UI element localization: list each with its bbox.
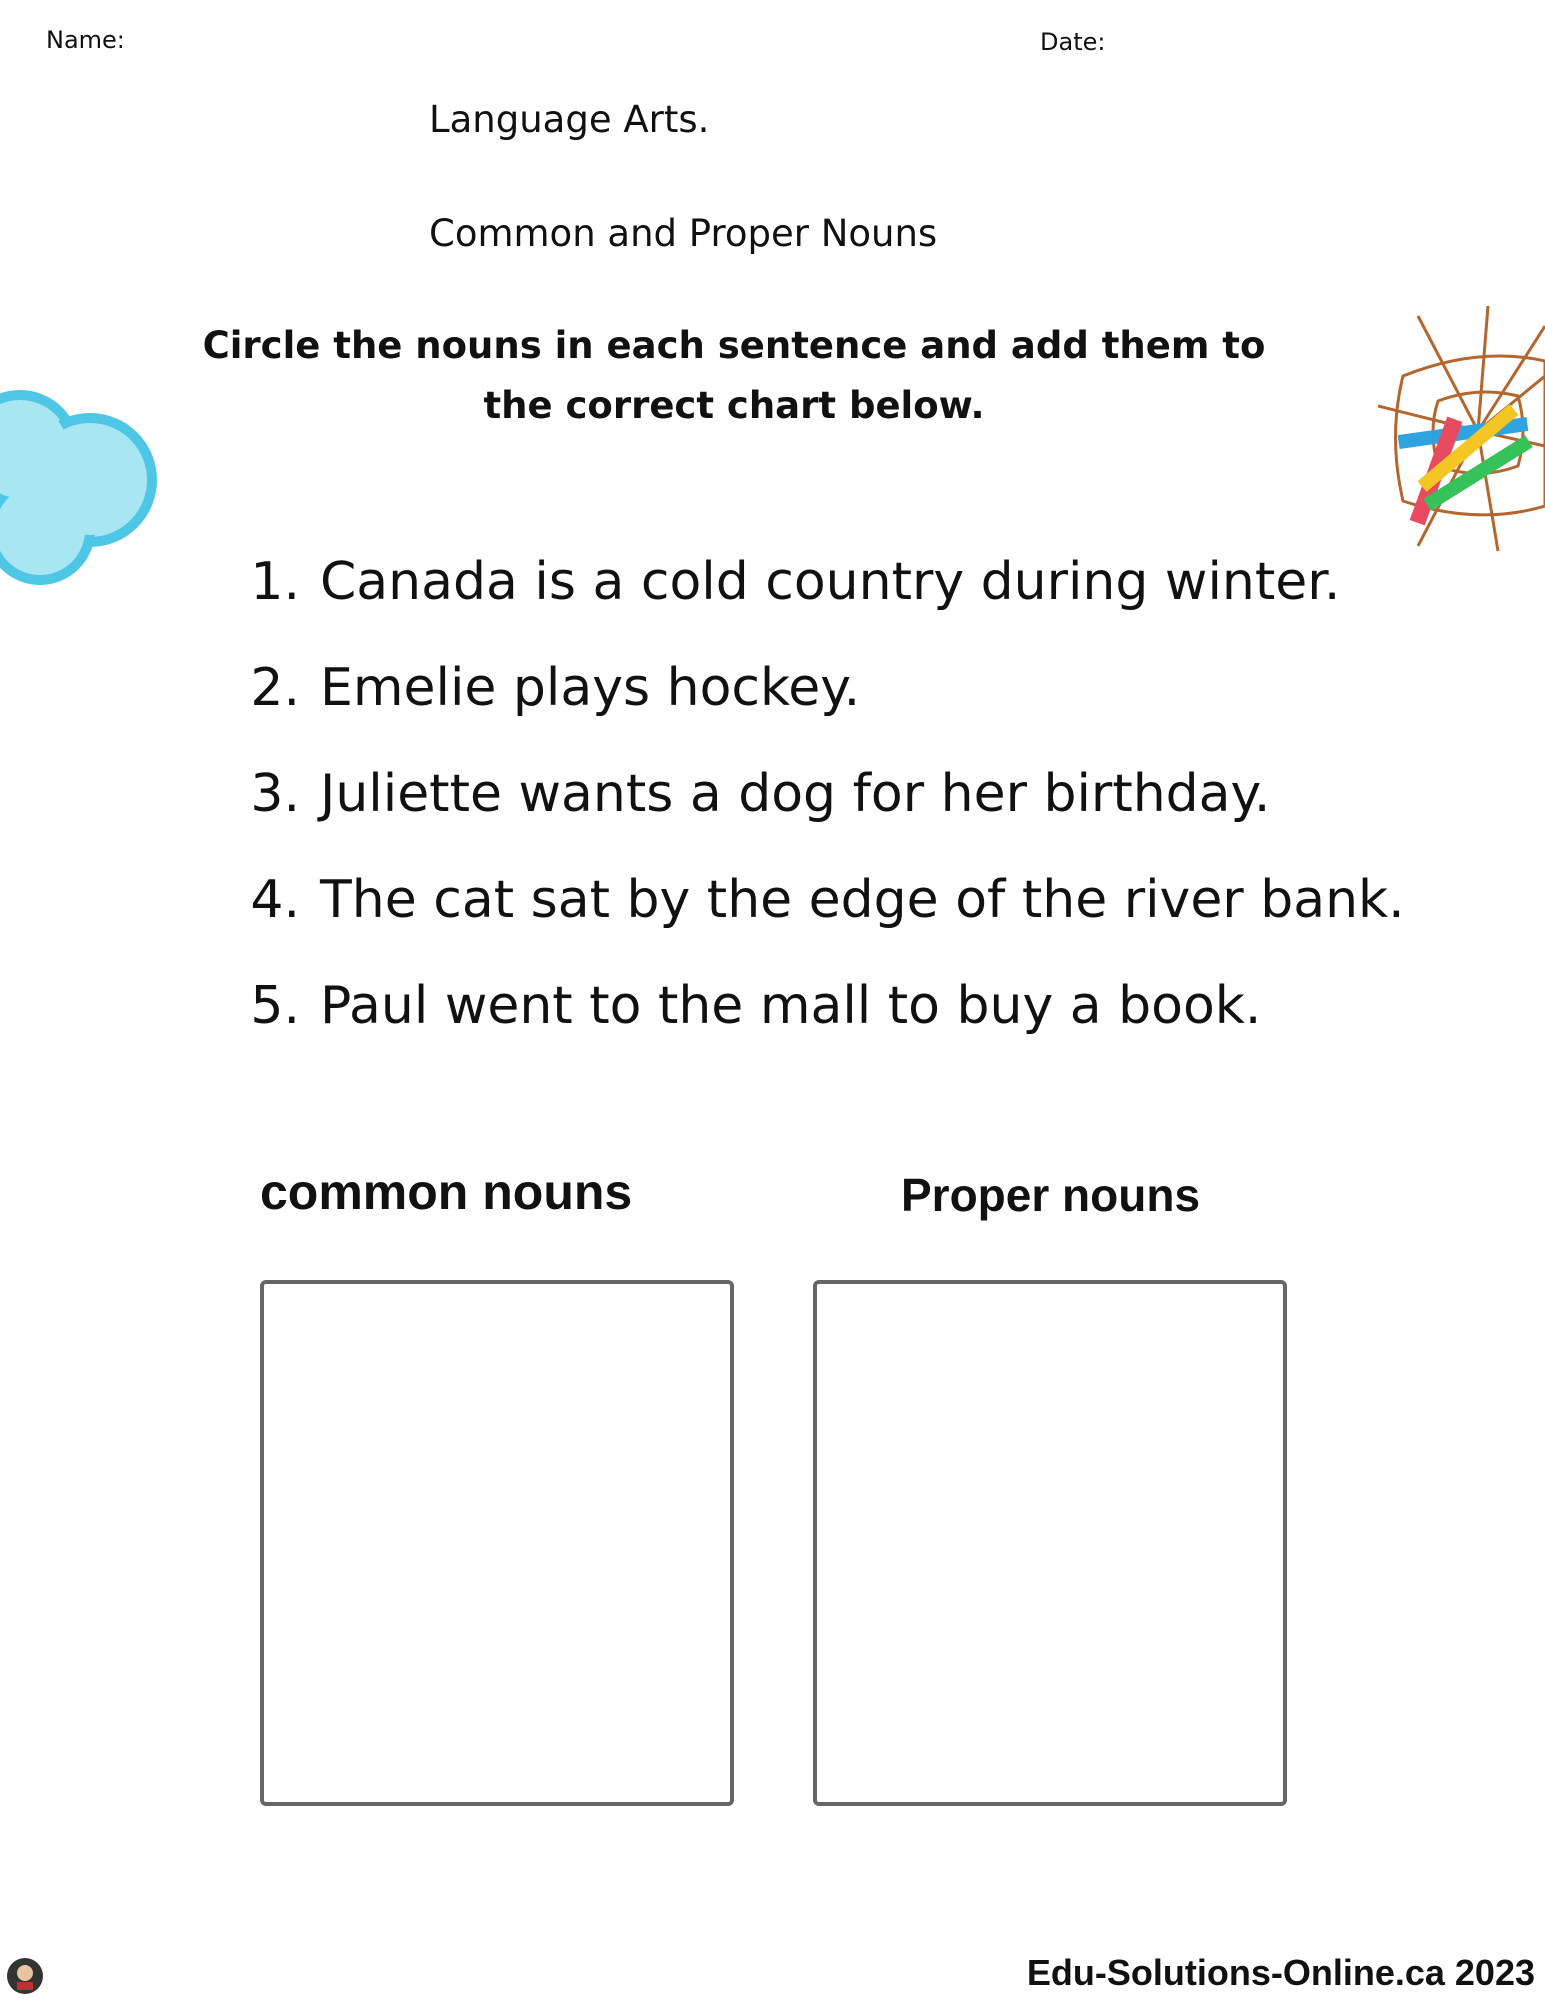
- sentence-text: Canada is a cold country during winter.: [320, 552, 1341, 612]
- footer-credit: Edu-Solutions-Online.ca 2023: [1026, 1952, 1535, 1993]
- sentence-5: [238, 976, 1261, 1036]
- sentence-3: [238, 764, 1270, 824]
- name-label: Name:: [46, 26, 125, 54]
- proper-nouns-heading: Proper nouns: [901, 1169, 1201, 1221]
- instructions-line-1: Circle the nouns in each sentence and add them to: [202, 324, 1266, 367]
- proper-nouns-box[interactable]: [813, 1280, 1287, 1806]
- sentence-number: 4.: [250, 870, 300, 930]
- sentence-text: The cat sat by the edge of the river bank.: [320, 870, 1405, 930]
- sentence-text: Paul went to the mall to buy a book.: [320, 976, 1262, 1036]
- logo-icon: [6, 1957, 44, 1995]
- sentence-text: Juliette wants a dog for her birthday.: [320, 764, 1271, 824]
- instructions-line-2: the correct chart below.: [483, 384, 985, 427]
- sentence-number: 1.: [250, 552, 300, 612]
- topic-title: Common and Proper Nouns: [429, 212, 938, 255]
- sentence-4: [238, 870, 1405, 930]
- sentence-number: 3.: [250, 764, 300, 824]
- common-nouns-box[interactable]: [260, 1280, 734, 1806]
- cloud-icon: [0, 380, 170, 595]
- sentence-number: 2.: [250, 658, 300, 718]
- sentence-text: Emelie plays hockey.: [320, 658, 861, 718]
- subject-title: Language Arts.: [429, 98, 710, 141]
- sentence-2: [238, 658, 860, 718]
- common-nouns-heading: common nouns: [260, 1164, 633, 1220]
- pencils-web-icon: [1378, 306, 1545, 556]
- date-label: Date:: [1040, 28, 1106, 56]
- sentence-number: 5.: [250, 976, 300, 1036]
- sentence-1: [238, 552, 1340, 612]
